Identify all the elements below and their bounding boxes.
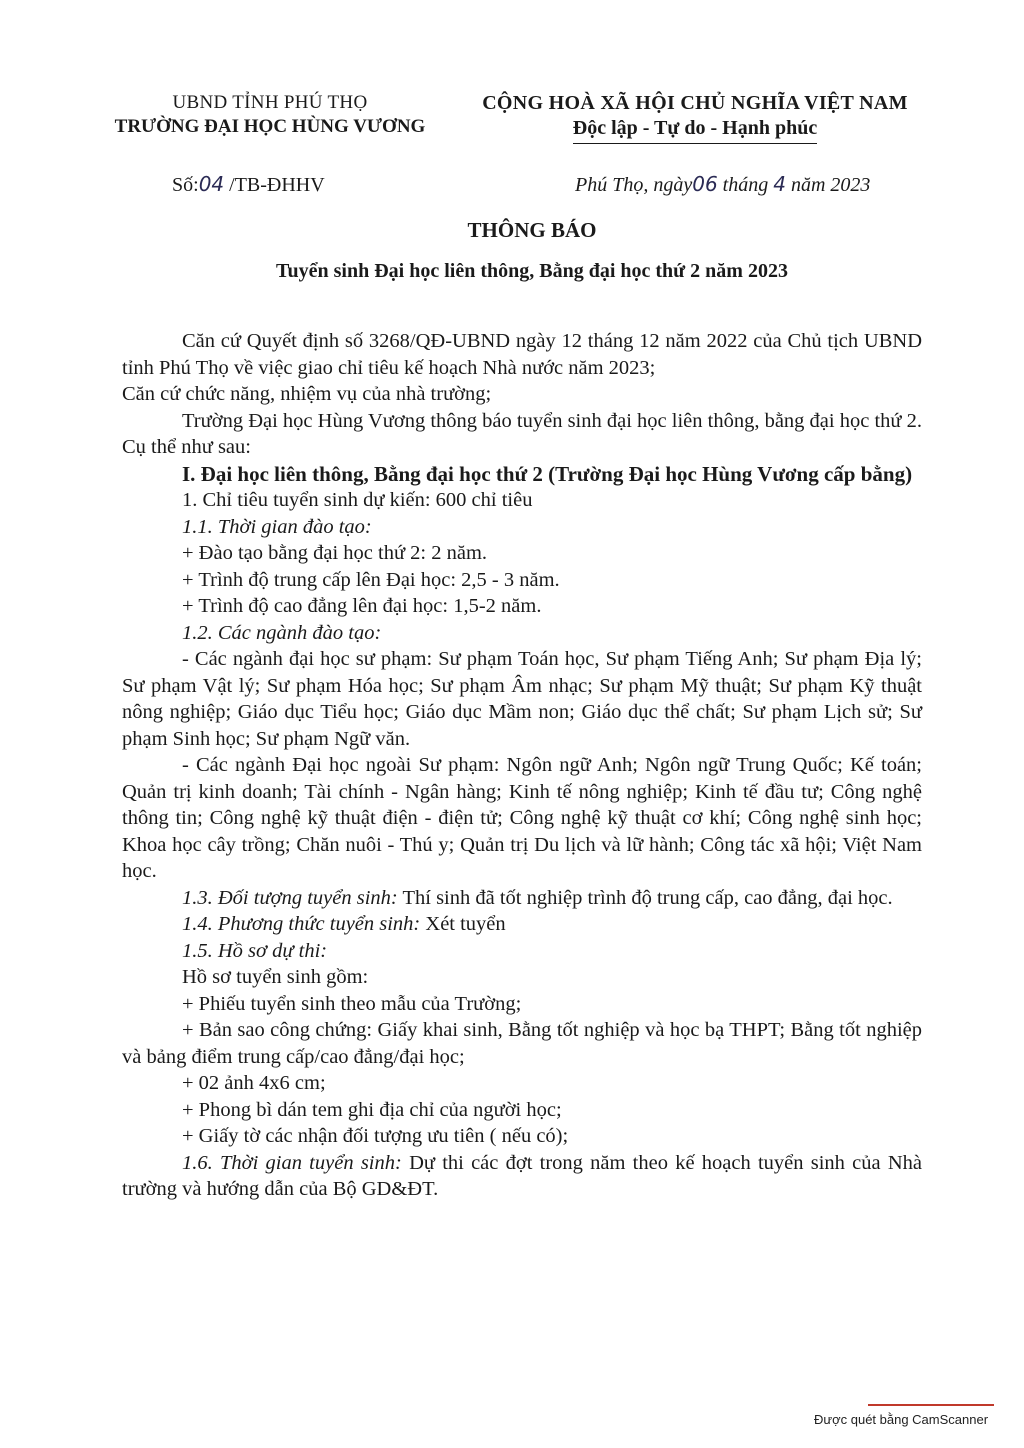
date-place: Phú Thọ, ngày xyxy=(575,174,693,196)
majors-non-pedagogy: - Các ngành Đại học ngoài Sư phạm: Ngôn ngữ Anh; Ngôn ngữ Trung Quốc; Kế toán; Quản trị kinh doanh; Tài chính - Ngân hàng; Kinh tế nông nghiệp; Kinh tế đầu tư; Công nghệ thông tin; Công nghệ kỹ thuật điện - điện tử; Công nghệ kỹ thuật cơ khí; Công nghệ sinh học; Khoa học cây trồng; Chăn nuôi - Thú y; Quản trị Du lịch và lữ hành; Công tác xã hội; Việt Nam học. xyxy=(122,754,922,882)
text-1-6: Dự thi các đợt trong năm theo kế hoạch tuyển sinh của Nhà trường và hướng dẫn của Bộ GD&ĐT. xyxy=(122,1151,922,1200)
dossier-item: + Phiếu tuyển sinh theo mẫu của Trường; xyxy=(182,992,522,1015)
heading-1-3: 1.3. Đối tượng tuyển sinh: xyxy=(182,886,398,909)
school-name: TRƯỜNG ĐẠI HỌC HÙNG VƯƠNG xyxy=(114,116,426,137)
doc-number-suffix: /TB-ĐHHV xyxy=(224,174,325,196)
heading-1-4: 1.4. Phương thức tuyển sinh: xyxy=(182,913,421,935)
doc-number-prefix: Số: xyxy=(172,174,199,196)
heading-1-6: 1.6. Thời gian tuyển sinh: xyxy=(182,1151,402,1174)
dossier-item: + Bản sao công chứng: Giấy khai sinh, Bằng tốt nghiệp và học bạ THPT; Bằng tốt nghiệp và bảng điểm trung cấp/cao đẳng/đại học; xyxy=(122,1019,922,1068)
dossier-item: + Giấy tờ các nhận đối tượng ưu tiên ( nếu có); xyxy=(182,1125,569,1147)
paragraph-announcement: Trường Đại học Hùng Vương thông báo tuyển sinh đại học liên thông, bằng đại học thứ 2. Cụ thể như sau: xyxy=(122,409,922,458)
document-number xyxy=(172,172,325,197)
issuer-block xyxy=(90,92,450,138)
heading-1-2: 1.2. Các ngành đào tạo: xyxy=(182,621,382,644)
section-heading-1: I. Đại học liên thông, Bằng đại học thứ 2 (Trường Đại học Hùng Vương cấp bằng) xyxy=(182,461,913,486)
date-year: năm 2023 xyxy=(785,174,871,196)
national-heading xyxy=(455,92,935,144)
issue-date xyxy=(575,172,870,197)
document-body xyxy=(122,328,922,1203)
dossier-intro: Hồ sơ tuyển sinh gồm: xyxy=(182,966,369,988)
heading-1-1: 1.1. Thời gian đào tạo: xyxy=(182,515,372,538)
scanner-divider xyxy=(868,1404,994,1406)
date-month-handwritten: 4 xyxy=(773,172,786,196)
national-motto: Độc lập - Tự do - Hạnh phúc xyxy=(573,117,817,144)
quota-line: 1. Chỉ tiêu tuyển sinh dự kiến: 600 chỉ tiêu xyxy=(182,489,533,511)
dossier-item: + 02 ảnh 4x6 cm; xyxy=(182,1072,326,1094)
paragraph-1-6 xyxy=(122,1150,922,1203)
date-month-label: tháng xyxy=(717,174,774,196)
doc-number-handwritten: 04 xyxy=(198,172,225,196)
duration-item: + Trình độ cao đẳng lên đại học: 1,5-2 năm. xyxy=(182,595,542,617)
date-day-handwritten: 06 xyxy=(692,172,718,196)
document-subtitle: Tuyển sinh Đại học liên thông, Bằng đại học thứ 2 năm 2023 xyxy=(276,260,788,282)
paragraph-legal-basis: Căn cứ Quyết định số 3268/QĐ-UBND ngày 12 tháng 12 năm 2022 của Chủ tịch UBND tỉnh Phú Thọ về việc giao chỉ tiêu kế hoạch Nhà nước năm 2023; xyxy=(122,330,922,379)
paragraph-function-basis: Căn cứ chức năng, nhiệm vụ của nhà trường; xyxy=(122,383,492,405)
heading-1-5: 1.5. Hồ sơ dự thi: xyxy=(182,939,328,962)
majors-pedagogy: - Các ngành đại học sư phạm: Sư phạm Toán học, Sư phạm Tiếng Anh; Sư phạm Địa lý; Sư phạm Vật lý; Sư phạm Hóa học; Sư phạm Âm nhạc; Sư phạm Mỹ thuật; Sư phạm Kỹ thuật nông nghiệp; Giáo dục Tiểu học; Giáo dục Mầm non; Giáo dục thể chất; Sư phạm Lịch sử; Sư phạm Sinh học; Sư phạm Ngữ văn. xyxy=(122,648,922,750)
paragraph-1-3 xyxy=(122,885,922,912)
agency-name: UBND TỈNH PHÚ THỌ xyxy=(172,92,368,113)
nation-name: CỘNG HOÀ XÃ HỘI CHỦ NGHĨA VIỆT NAM xyxy=(482,92,908,114)
duration-item: + Đào tạo bằng đại học thứ 2: 2 năm. xyxy=(182,542,488,564)
text-1-4: Xét tuyển xyxy=(420,913,506,935)
text-1-3: Thí sinh đã tốt nghiệp trình độ trung cấp, cao đẳng, đại học. xyxy=(397,886,893,909)
document-title: THÔNG BÁO xyxy=(467,218,597,242)
scanner-watermark: Được quét bằng CamScanner xyxy=(814,1412,989,1427)
duration-item: + Trình độ trung cấp lên Đại học: 2,5 - 3 năm. xyxy=(182,568,560,591)
dossier-item: + Phong bì dán tem ghi địa chỉ của người học; xyxy=(182,1098,562,1121)
paragraph-1-4 xyxy=(122,911,922,938)
